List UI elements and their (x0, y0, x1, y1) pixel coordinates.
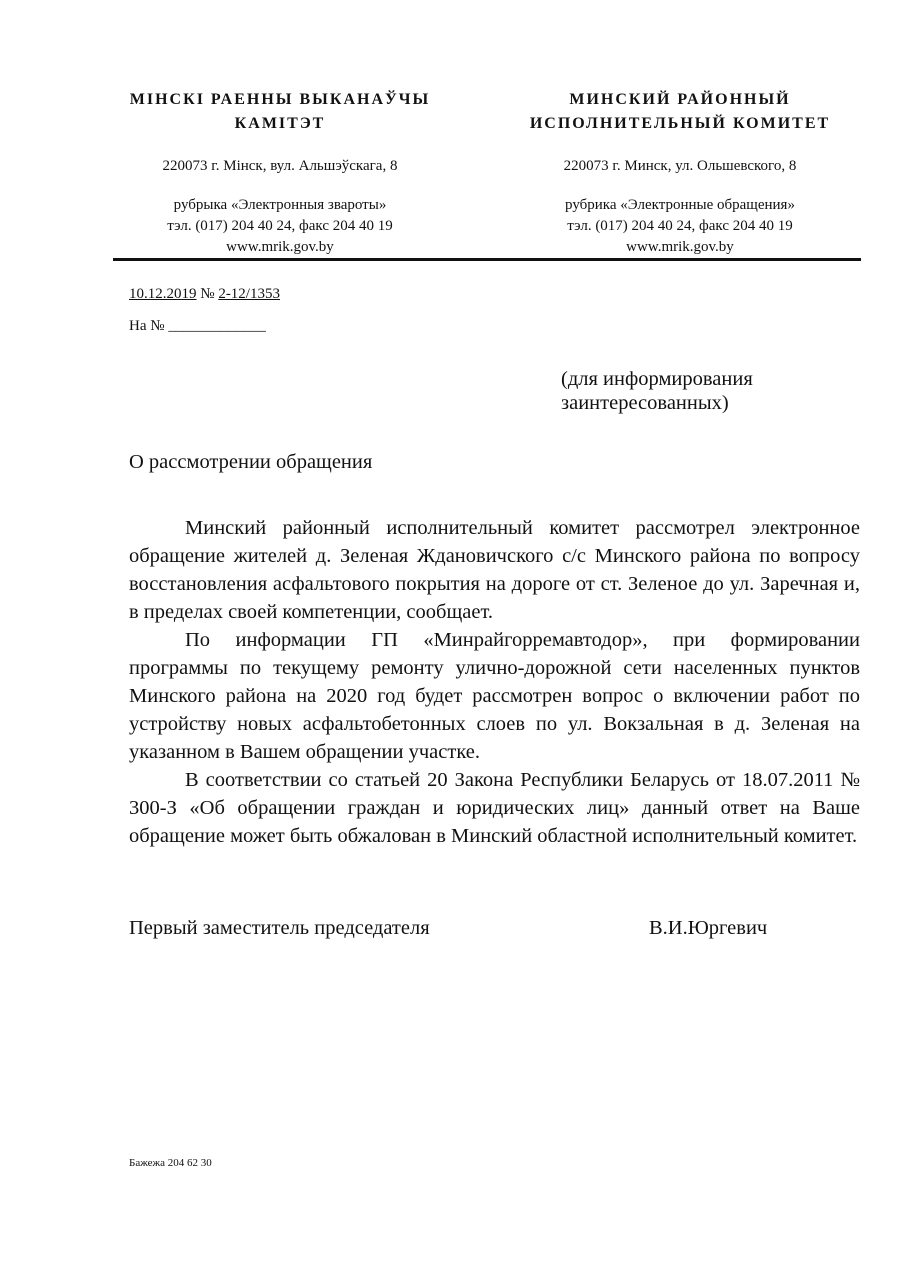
reply-to-line (129, 318, 266, 335)
addressee-line1: (для информирования (561, 368, 753, 390)
rubric-ru: рубрика «Электронные обращения» (565, 197, 795, 213)
phone-ru: тэл. (017) 204 40 24, факс 204 40 19 (567, 218, 793, 234)
body-paragraph-2: По информации ГП «Минрайгорремавтодор», при формировании программы по текущему ремонту улично-дорожной сети населенных пунктов Минского района на 2020 год будет рассмотрен вопрос о включении работ по устройству новых асфальтобетонных слоев по ул. Вокзальная в д. Зеленая на указанном в Вашем обращении участке. (129, 629, 860, 763)
reference-date: 10.12.2019 (129, 286, 197, 302)
header-right (495, 88, 865, 258)
phone-by: тэл. (017) 204 40 24, факс 204 40 19 (167, 218, 393, 234)
body-paragraph-3: В соответствии со статьей 20 Закона Республики Беларусь от 18.07.2011 № 300-З «Об обращении граждан и юридических лиц» данный ответ на Ваше обращение может быть обжалован в Минский областной исполнительный комитет. (129, 769, 860, 847)
reference-line (129, 286, 280, 303)
address-ru: 220073 г. Минск, ул. Ольшевского, 8 (563, 158, 797, 174)
reference-number: 2-12/1353 (218, 286, 280, 302)
org-name-ru-line2: ИСПОЛНИТЕЛЬНЫЙ КОМИТЕТ (529, 115, 831, 132)
executor-note: Бажежа 204 62 30 (129, 1157, 212, 1169)
addressee (561, 367, 753, 415)
org-name-by-line2: КАМІТЭТ (234, 115, 326, 132)
signatory-position: Первый заместитель председателя (129, 917, 430, 939)
letter-body (129, 514, 860, 850)
header-left (95, 88, 465, 258)
header-divider (113, 258, 861, 261)
rubric-by: рубрыка «Электронныя звароты» (173, 197, 387, 213)
website-by: www.mrik.gov.by (226, 239, 334, 255)
body-paragraph-1: Минский районный исполнительный комитет рассмотрел электронное обращение жителей д. Зеленая Ждановичского с/с Минского района по вопросу восстановления асфальтового покрытия на дороге от ст. Зеленое до ул. Заречная и, в пределах своей компетенции, сообщает. (129, 517, 860, 623)
letter-subject: О рассмотрении обращения (129, 451, 373, 473)
org-name-by-line1: МІНСКІ РАЕННЫ ВЫКАНАЎЧЫ (129, 91, 431, 108)
addressee-line2: заинтересованных) (561, 392, 729, 414)
address-by: 220073 г. Мінск, вул. Альшэўскага, 8 (162, 158, 398, 174)
reply-to-label: На № (129, 318, 165, 334)
signatory-name: В.И.Юргевич (649, 917, 768, 939)
reference-number-sign: № (200, 286, 215, 302)
reply-to-blank: _____________ (168, 318, 266, 334)
website-ru: www.mrik.gov.by (626, 239, 734, 255)
org-name-ru-line1: МИНСКИЙ РАЙОННЫЙ (569, 91, 791, 108)
